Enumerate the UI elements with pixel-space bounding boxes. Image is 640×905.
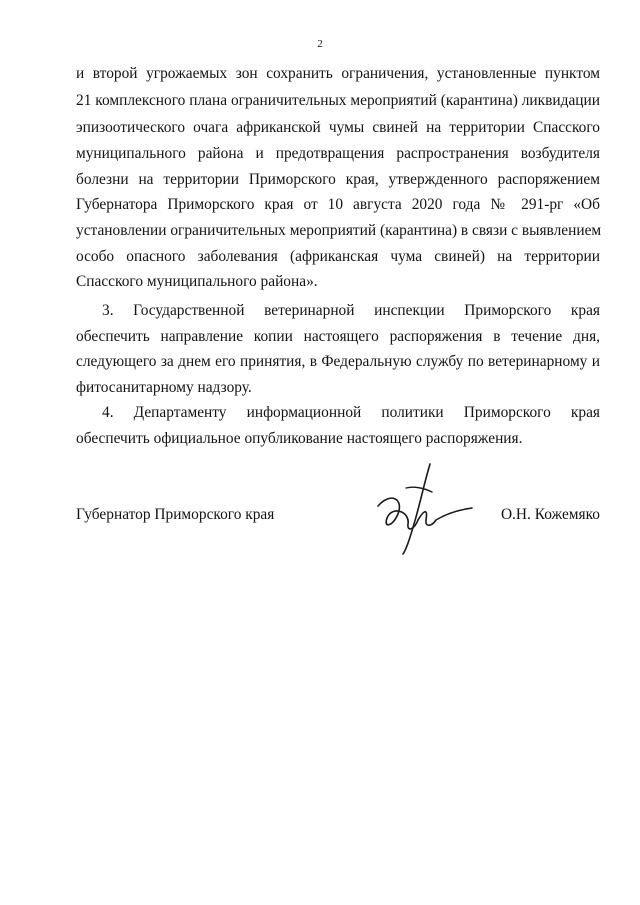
body-line: обеспечить официальное опубликование настоящего распоряжения. — [76, 430, 523, 447]
body-line: 21 комплексного плана ограничительных мероприятий (карантина) ликвидации — [76, 92, 600, 109]
signatory-name: О.Н. Кожемяко — [500, 506, 600, 523]
body-line: Губернатора Приморского края от 10 августа 2020 года № 291-рг «Об — [76, 196, 600, 213]
handwritten-signature-icon — [370, 458, 480, 558]
body-line: особо опасного заболевания (африканская чума свиней) на территории — [76, 248, 600, 265]
paragraph-3-line: 3. Государственной ветеринарной инспекции Приморского края — [102, 302, 600, 319]
signatory-position: Губернатор Приморского края — [76, 506, 275, 523]
page-number: 2 — [317, 38, 323, 50]
body-line: муниципального района и предотвращения распространения возбудителя — [76, 145, 600, 162]
body-line: фитосанитарному надзору. — [76, 379, 252, 396]
body-line: болезни на территории Приморского края, утвержденного распоряжением — [76, 171, 600, 188]
body-line: и второй угрожаемых зон сохранить ограничения, установленные пунктом — [76, 65, 600, 82]
body-line: Спасского муниципального района». — [76, 273, 318, 290]
body-line: эпизоотического очага африканской чумы свиней на территории Спасского — [76, 119, 600, 136]
body-line: следующего за днем его принятия, в Федеральную службу по ветеринарному и — [76, 353, 600, 370]
body-line: обеспечить направление копии настоящего распоряжения в течение дня, — [76, 328, 600, 345]
signature-block — [76, 502, 600, 562]
body-line: установлении ограничительных мероприятий (карантина) в связи с выявлением — [76, 222, 602, 239]
paragraph-4-line: 4. Департаменту информационной политики Приморского края — [102, 404, 600, 421]
